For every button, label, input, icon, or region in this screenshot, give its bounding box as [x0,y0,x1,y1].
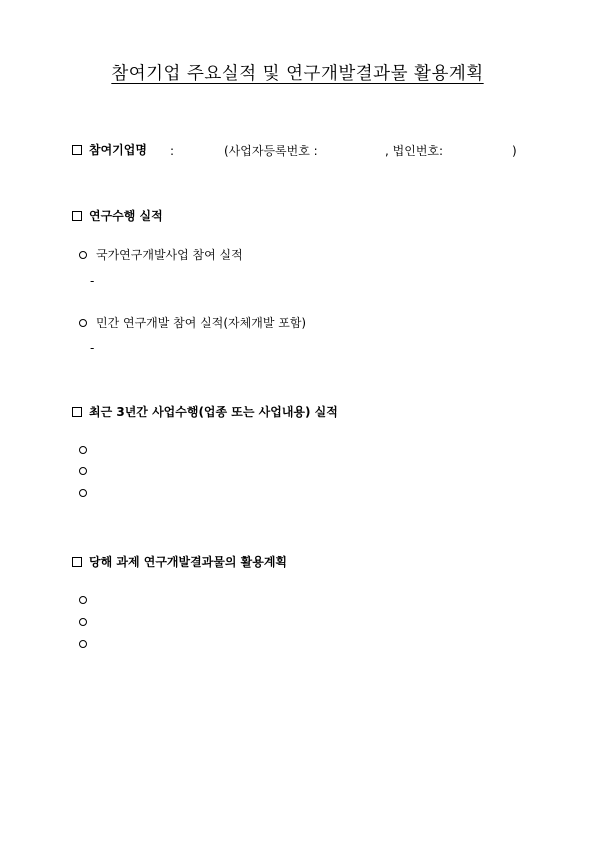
bullet-circle-icon [79,467,87,475]
business-registration-number-label: (사업자등록번호 : [224,144,318,158]
list-item-private-rnd [79,315,306,331]
private-rnd-dash: - [90,341,95,355]
section-utilization-plan [72,554,287,570]
bullet-circle-icon [79,596,87,604]
corporate-number-label: , 법인번호: [385,144,444,158]
section-recent-3-years [72,404,338,420]
recent-3-years-label: 최근 3년간 사업수행(업종 또는 사업내용) 실적 [89,405,338,419]
document-title [0,63,595,85]
national-rnd-label: 국가연구개발사업 참여 실적 [96,248,243,262]
national-rnd-dash: - [90,274,95,288]
checkbox-square-icon [72,557,82,567]
section-participating-company [72,142,147,158]
bullet-circle-icon [79,618,87,626]
participating-company-label: 참여기업명 [89,143,147,157]
utilization-plan-label: 당해 과제 연구개발결과물의 활용계획 [89,555,288,569]
participating-company-colon: : [170,144,175,158]
bullet-circle-icon [79,446,87,454]
bullet-circle-icon [79,640,87,648]
checkbox-square-icon [72,407,82,417]
section-research-performance [72,208,163,224]
checkbox-square-icon [72,145,82,155]
private-rnd-label: 민간 연구개발 참여 실적(자체개발 포함) [96,316,307,330]
bullet-circle-icon [79,251,87,259]
list-item-national-rnd [79,247,243,263]
checkbox-square-icon [72,211,82,221]
closing-paren: ) [512,144,517,158]
research-performance-label: 연구수행 실적 [89,209,163,223]
bullet-circle-icon [79,319,87,327]
bullet-circle-icon [79,489,87,497]
document-title-text: 참여기업 주요실적 및 연구개발결과물 활용계획 [111,64,484,84]
